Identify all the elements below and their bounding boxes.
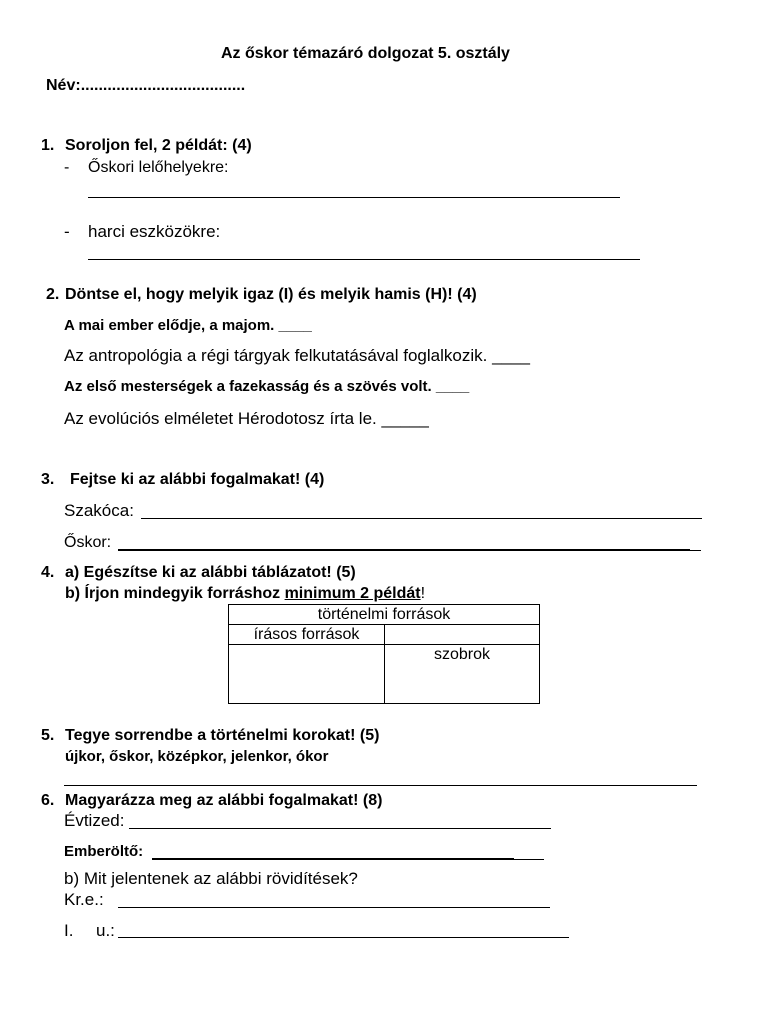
q6-answer-line[interactable] bbox=[152, 858, 514, 860]
q4-line-b-pre: b) Írjon mindegyik forráshoz bbox=[65, 585, 285, 602]
q6-sub-b: b) Mit jelentenek az alábbi rövidítések? bbox=[64, 869, 358, 888]
q4-number: 4. bbox=[41, 564, 55, 581]
q1-number: 1. bbox=[41, 137, 55, 154]
answer-blank[interactable]: ____ bbox=[435, 378, 470, 395]
q1-item-label: Őskori lelőhelyekre: bbox=[88, 159, 229, 176]
q6-heading: Magyarázza meg az alábbi fogalmakat! (8) bbox=[65, 792, 383, 809]
q1-item-label: harci eszközökre: bbox=[88, 222, 221, 241]
q2-number: 2. bbox=[46, 286, 60, 303]
page-title: Az őskor témazáró dolgozat 5. osztály bbox=[221, 45, 510, 62]
q2-statement bbox=[64, 378, 469, 395]
q1-answer-line[interactable] bbox=[88, 197, 620, 198]
q5-heading: Tegye sorrendbe a történelmi korokat! (5) bbox=[65, 727, 380, 744]
q3-answer-line[interactable] bbox=[141, 518, 702, 519]
q1-item-dash: - bbox=[64, 159, 70, 176]
q2-statement bbox=[64, 317, 312, 334]
q3-number: 3. bbox=[41, 471, 55, 488]
sources-table bbox=[228, 604, 540, 704]
table-answer-cell[interactable] bbox=[385, 645, 540, 704]
q2-heading: Döntse el, hogy melyik igaz (I) és melyik hamis (H)! (4) bbox=[65, 286, 477, 303]
q3-term-label: Őskor: bbox=[64, 534, 112, 551]
q6-abbr-label: Kr.e.: bbox=[64, 890, 104, 909]
q1-heading: Soroljon fel, 2 példát: (4) bbox=[65, 137, 252, 154]
q1-item-dash: - bbox=[64, 222, 70, 241]
name-dots: ..................................... bbox=[80, 77, 246, 94]
statement-text: Az antropológia a régi tárgyak felkutatásával foglalkozik. bbox=[64, 346, 488, 365]
name-label: Név: bbox=[46, 77, 81, 94]
table-col1-cell: írásos források bbox=[229, 625, 385, 645]
answer-blank[interactable]: ____ bbox=[278, 317, 312, 334]
q5-answer-line[interactable] bbox=[64, 785, 697, 786]
statement-text: A mai ember elődje, a majom. bbox=[64, 317, 275, 334]
statement-text: Az evolúciós elméletet Hérodotosz írta le. bbox=[64, 409, 377, 428]
q6-answer-line[interactable] bbox=[118, 937, 569, 938]
q5-list: újkor, őskor, középkor, jelenkor, ókor bbox=[65, 748, 329, 765]
q6-answer-line[interactable] bbox=[118, 907, 550, 908]
q5-number: 5. bbox=[41, 727, 55, 744]
table-header-cell: történelmi források bbox=[229, 605, 540, 625]
answer-blank[interactable]: _____ bbox=[381, 409, 429, 428]
q6-abbr-label: u.: bbox=[96, 921, 115, 940]
q4-line-b-emphasis: minimum 2 példát bbox=[284, 585, 421, 602]
q3-term-label: Szakóca: bbox=[64, 501, 134, 520]
q4-line-a: a) Egészítse ki az alábbi táblázatot! (5) bbox=[65, 564, 356, 581]
q6-answer-line-end bbox=[514, 859, 544, 860]
q6-number: 6. bbox=[41, 792, 55, 809]
q1-answer-line[interactable] bbox=[88, 259, 640, 260]
table-example-text: szobrok bbox=[433, 646, 491, 663]
q4-line-b-post: ! bbox=[420, 585, 426, 602]
answer-blank[interactable]: ____ bbox=[492, 346, 530, 365]
q4-line-b bbox=[65, 585, 425, 603]
q2-statement bbox=[64, 346, 530, 366]
table-answer-cell[interactable] bbox=[229, 645, 385, 704]
name-row bbox=[46, 77, 245, 95]
q3-answer-line[interactable] bbox=[118, 549, 690, 551]
q2-statement bbox=[64, 409, 429, 429]
statement-text: Az első mesterségek a fazekasság és a szövés volt. bbox=[64, 378, 432, 395]
q6-abbr-label: I. bbox=[64, 921, 74, 940]
q3-answer-line-end bbox=[690, 550, 701, 551]
q6-term-label: Emberöltő: bbox=[64, 843, 144, 860]
q6-term-label: Évtized: bbox=[64, 811, 125, 830]
q3-heading: Fejtse ki az alábbi fogalmakat! (4) bbox=[70, 471, 325, 488]
q6-answer-line[interactable] bbox=[129, 828, 551, 829]
table-col2-cell[interactable] bbox=[385, 625, 540, 645]
